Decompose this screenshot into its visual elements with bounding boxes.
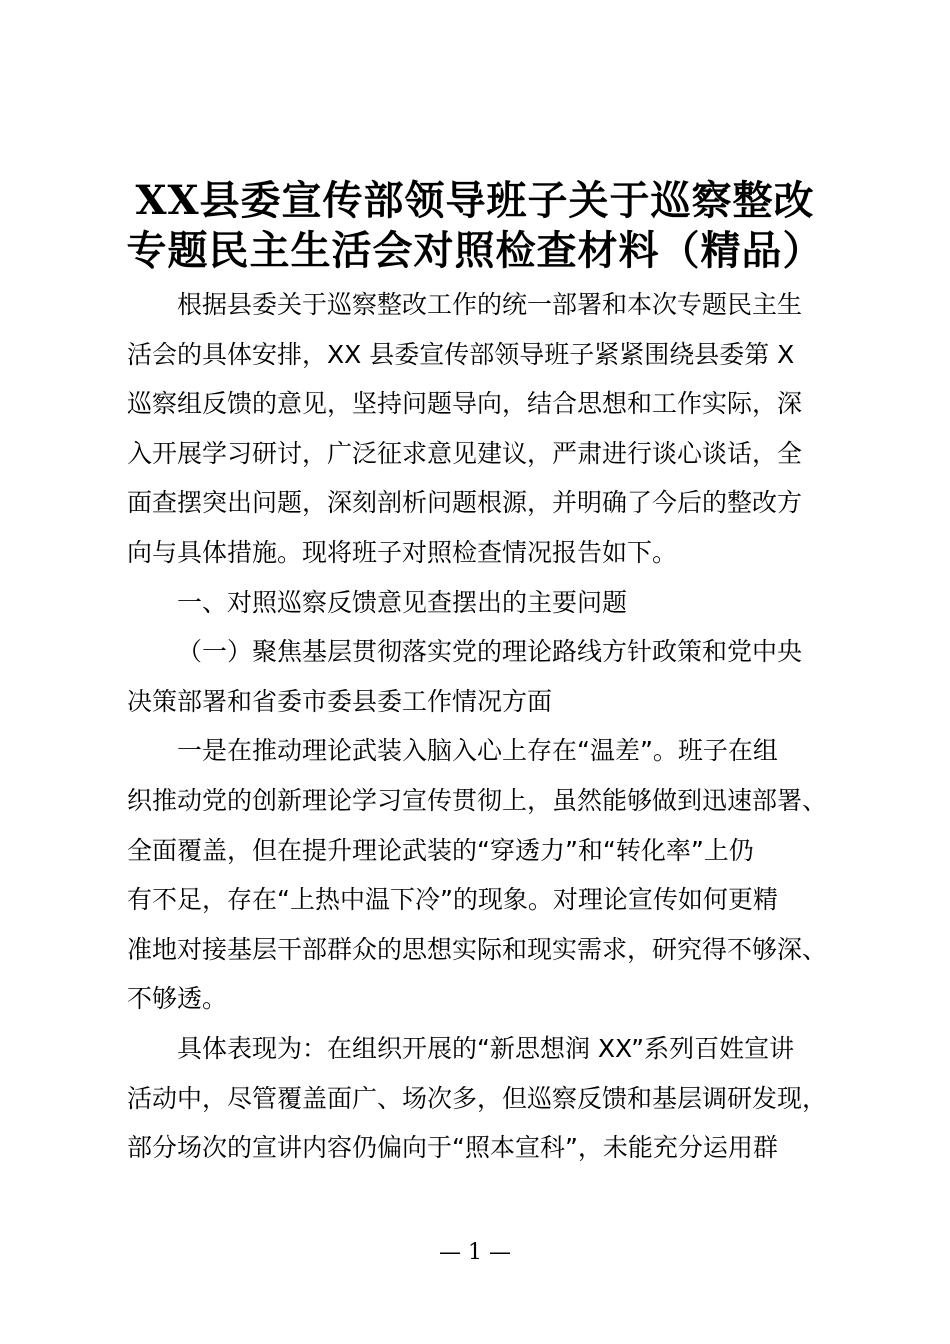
text-line: 有不足，存在“上热中温下冷”的现象。对理论宣传如何更精 [127,885,778,915]
text-line: 不够透。 [127,984,228,1014]
section-heading-1 [127,578,857,628]
text-line: 向与具体措施。现将班子对照检查情况报告如下。 [127,537,678,567]
text-line: 全面覆盖，但在提升理论武装的“穿透力”和“转化率”上仍 [127,835,754,865]
title-line-1: XX县委宣传部领导班子关于巡察整改 [135,177,815,224]
intro-paragraph [127,280,857,578]
detail-paragraph-1 [127,1024,857,1173]
text-line: 一、对照巡察反馈意见查摆出的主要问题 [177,587,628,617]
text-line: 活动中，尽管覆盖面广、场次多，但巡察反馈和基层调研发现， [127,1083,828,1113]
text-line: 入开展学习研讨，广泛征求意见建议，严肃进行谈心谈话，全 [127,438,803,468]
title-line-2: 专题民主生活会对照检查材料（精品） [126,227,824,274]
text-line: 面查摆突出问题，深刻剖析问题根源，并明确了今后的整改方 [127,488,803,518]
page-number: — 1 — [439,1240,511,1265]
text-line: 决策部署和省委市委县委工作情况方面 [127,686,553,716]
text-line: 巡察组反馈的意见，坚持问题导向，结合思想和工作实际，深 [127,389,803,419]
issue-paragraph-1 [127,726,857,1024]
text-line: 根据县委关于巡察整改工作的统一部署和本次专题民主生 [177,290,803,319]
text-line: 一是在推动理论武装入脑入心上存在“温差”。班子在组 [177,736,778,766]
text-line: 织推动党的创新理论学习宣传贯彻上，虽然能够做到迅速部署、 [127,785,828,815]
document-body [127,280,857,1173]
text-line: 准地对接基层干部群众的思想实际和现实需求，研究得不够深、 [127,934,828,964]
text-line: 部分场次的宣讲内容仍偏向于“照本宣科”，未能充分运用群 [127,1133,778,1163]
document-title [80,176,870,276]
text-line: 具体表现为：在组织开展的“新思想润 XX”系列百姓宣讲 [177,1033,795,1063]
text-line: （一）聚焦基层贯彻落实党的理论路线方针政策和党中央 [177,637,803,667]
subsection-heading-1 [127,627,857,726]
text-line: 活会的具体安排，XX 县委宣传部领导班子紧紧围绕县委第 X [127,339,795,369]
